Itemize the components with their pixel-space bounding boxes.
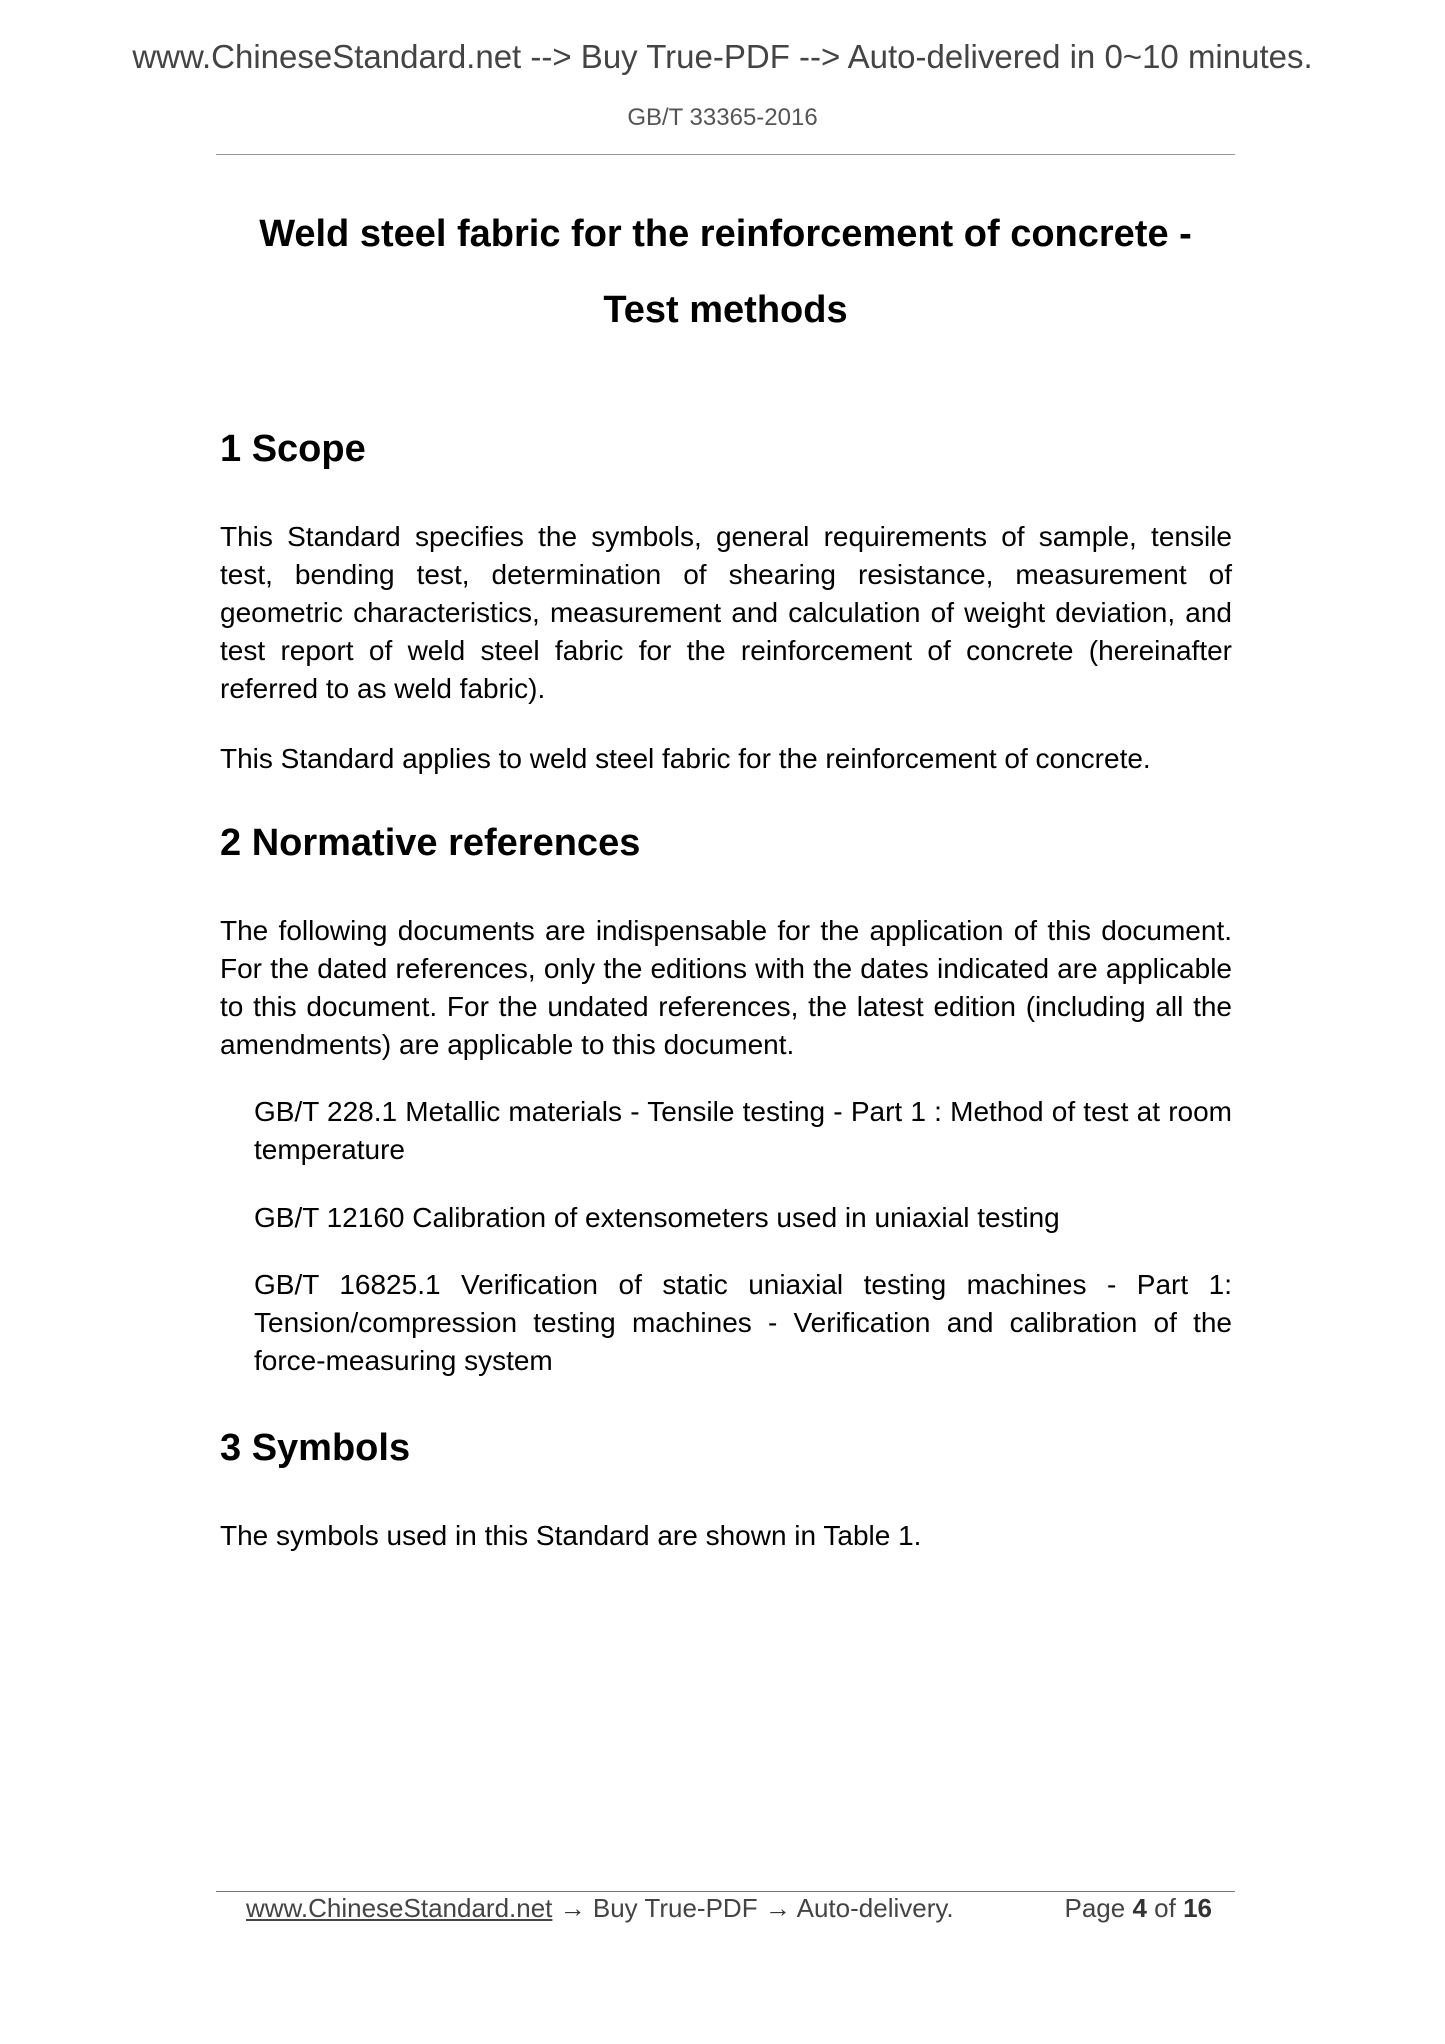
footer-left [246,1893,954,1924]
footer-delivery-text: Auto-delivery. [796,1893,954,1923]
header-rule [216,154,1235,155]
page-number: 4 [1132,1893,1147,1923]
standard-code: GB/T 33365-2016 [627,104,818,131]
page-indicator [1064,1893,1212,1924]
reference-item: GB/T 12160 Calibration of extensometers used in uniaxial testing [254,1202,1060,1233]
arrow-right-icon: → [559,1893,586,1923]
page-footer [246,1893,1226,1933]
section-heading-symbols: 3 Symbols [220,1427,411,1469]
reference-item: GB/T 228.1 Metallic materials - Tensile testing - Part 1 : Method of test at room temperature [254,1096,1232,1165]
reference-item: GB/T 16825.1 Verification of static uniaxial testing machines - Part 1: Tension/compression testing machines - Verification and calibration of the force-measuring system [254,1269,1232,1376]
section-heading-normative-references: 2 Normative references [220,822,641,864]
page-label: Page [1064,1893,1126,1923]
top-banner: www.ChineseStandard.net --> Buy True-PDF --> Auto-delivered in 0~10 minutes. [132,38,1313,75]
footer-rule [216,1891,1235,1892]
of-label: of [1154,1893,1176,1923]
normative-intro-paragraph: The following documents are indispensable for the application of this document. For the dated references, only the editions with the dates indicated are applicable to this document. For the undated references, the latest edition (including all the amendments) are applicable to this document. [220,915,1232,1060]
section-heading-scope: 1 Scope [220,428,366,470]
scope-paragraph-2: This Standard applies to weld steel fabric for the reinforcement of concrete. [220,743,1151,774]
document-title-line1: Weld steel fabric for the reinforcement of concrete - [259,213,1192,255]
footer-buy-text: Buy True-PDF [592,1893,758,1923]
arrow-right-icon: → [764,1893,791,1923]
footer-website-link[interactable]: www.ChineseStandard.net [246,1893,553,1923]
document-title-line2: Test methods [603,289,848,331]
page-total: 16 [1183,1893,1212,1923]
scope-paragraph-1: This Standard specifies the symbols, general requirements of sample, tensile test, bending test, determination of shearing resistance, measurement of geometric characteristics, measurement and calculation of weight deviation, and test report of weld steel fabric for the reinforcement of concrete (hereinafter referred to as weld fabric). [220,521,1232,704]
symbols-paragraph: The symbols used in this Standard are shown in Table 1. [220,1520,922,1551]
